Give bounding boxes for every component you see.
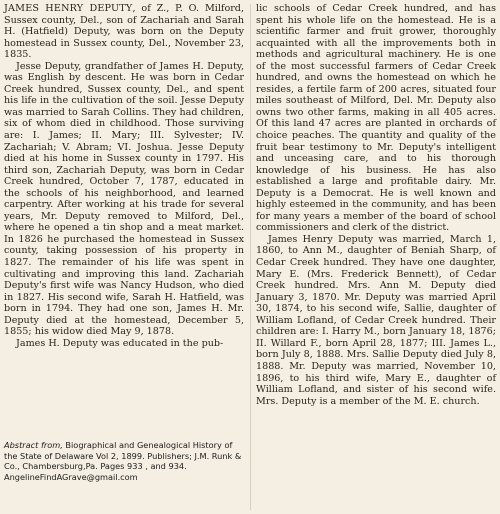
family-paragraph: James Henry Deputy was married, March 1, 1860, to Ann M., daughter of Beniah Sharp, of Cedar Creek hundred. They have one daughter, Mary E. (Mrs. Frederick Bennett), of Cedar Creek hundred. Mrs. Ann M. Deputy died January 3, 1870. Mr. Deputy was married April 30, 1874, to his second wife, Sallie, daughter of William Lofland, of Cedar Creek hundred. Their children are: I. Harry M., born January 18, 1876; II. Willard F., born April 28, 1877; III. James L., born July 8, 1888. Mrs. Sallie Deputy died July 8, 1888. Mr. Deputy was married, November 10, 1896, to his third wife, Mary E., daughter of William Lofland, and sister of his second wife. Mrs. Deputy is a member of the M. E. church. xyxy=(256,233,496,407)
intro-text: , of Z., P. O. Milford, Sussex county, Del., son of Zachariah and Sarah H. (Hatfield) Deputy, was born on the Deputy homestead in Sussex county, Del., November 23, 1835. xyxy=(4,3,245,61)
citation-label: Abstract from, xyxy=(4,440,63,450)
citation-text: Biographical and Genealogical History of the State of Delaware Vol 2, 1899. Publishers; J.M. Runk & Co., Chambersburg,Pa. Pages 933 , and 934. AngelineFindAGrave@gmail.com xyxy=(4,440,242,482)
education-paragraph-start: James H. Deputy was educated in the pub- xyxy=(16,337,224,349)
column-divider xyxy=(250,4,251,510)
left-column xyxy=(4,3,244,349)
source-citation xyxy=(4,440,244,482)
biography-intro-paragraph xyxy=(4,3,244,61)
ancestry-paragraph: Jesse Deputy, grandfather of James H. Deputy, was English by descent. He was born in Cedar Creek hundred, Sussex county, Del., and spent his life in the cultivation of the soil. Jesse Deputy was married to Sarah Collins. They had children, six of whom died in childhood. Those surviving are: I. James; II. Mary; III. Sylvester; IV. Zachariah; V. Abram; VI. Joshua. Jesse Deputy died at his home in Sussex county in 1797. His third son, Zachariah Deputy, was born in Cedar Creek hundred, October 7, 1787, educated in the schools of his neighborhood, and learned carpentry. After working at his trade for several years, Mr. Deputy removed to Milford, Del., where he opened a tin shop and a meat market. In 1826 he purchased the homestead in Sussex county, taking possession of his property in 1827. The remainder of his life was spent in cultivating and improving this land. Zachariah Deputy's first wife was Nancy Hudson, who died in 1827. His second wife, Sarah H. Hatfield, was born in 1794. They had one son, James H. Mr. Deputy died at the homestead, December 5, 1855; his widow died May 9, 1878. xyxy=(4,60,244,338)
career-paragraph: lic schools of Cedar Creek hundred, and has spent his whole life on the homestead. He is a scientific farmer and fruit grower, thoroughly acquainted with all the improvements both in methods and agricultural machinery. He is one of the most successful farmers of Cedar Creek hundred, and owns the homestead on which he resides, a fertile farm of 200 acres, situated four miles southeast of Milford, Del. Mr. Deputy also owns two other farms, making in all 405 acres. Of this land 47 acres are planted in orchards of choice peaches. The quantity and quality of the fruit bear testimony to Mr. Deputy's intelligent and unceasing care, and to his thorough knowledge of his business. He has also established a large and profitable dairy. Mr. Deputy is a Democrat. He is well known and highly esteemed in the community, and has been for many years a member of the board of school commissioners and clerk of the district. xyxy=(256,3,496,234)
right-column xyxy=(256,3,496,407)
subject-name: JAMES HENRY DEPUTY xyxy=(4,3,133,14)
